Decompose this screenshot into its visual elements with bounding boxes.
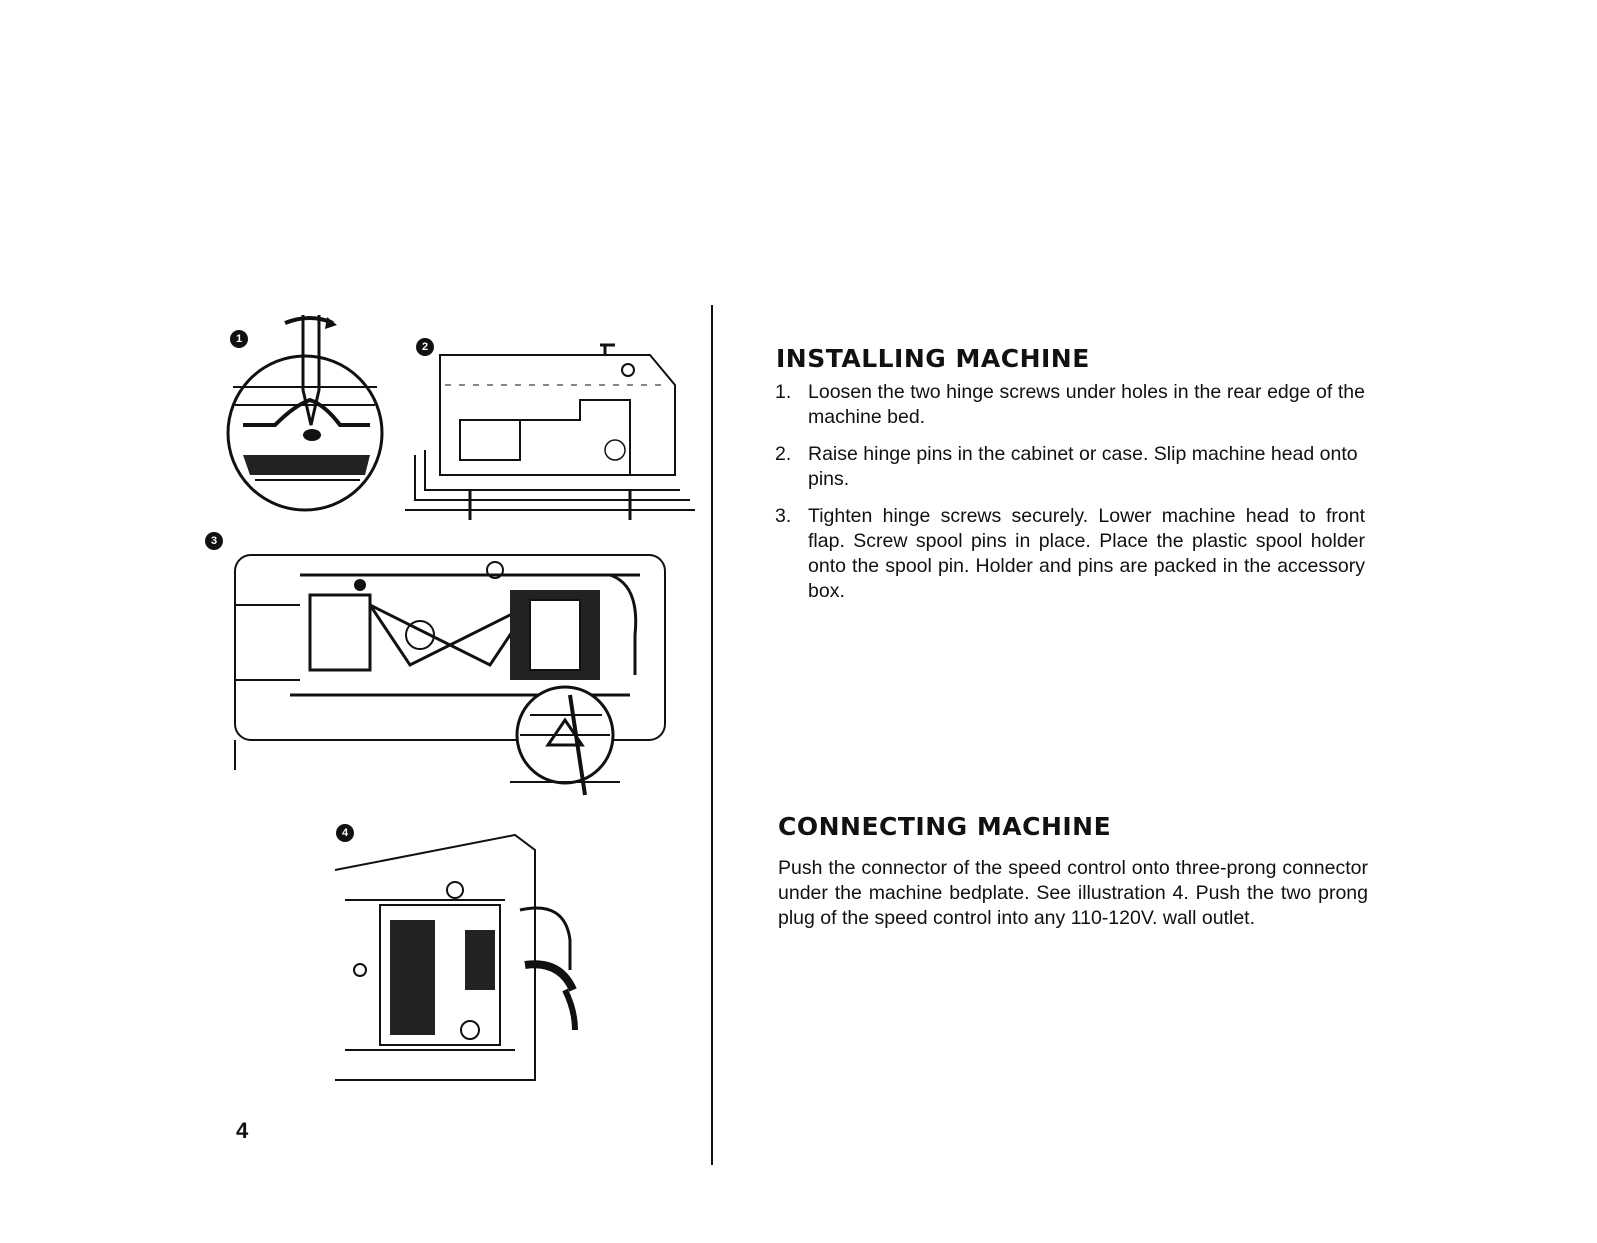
column-divider	[711, 305, 713, 1165]
callout-4: 4	[336, 824, 354, 842]
connecting-text: Push the connector of the speed control onto three-prong connector under the machine bedplate. See illustration 4. Push the two prong plug of the speed control into any 110-120V. wall outlet.	[778, 857, 1368, 929]
step-number: 1.	[775, 381, 792, 403]
installing-heading: INSTALLING MACHINE	[776, 344, 1090, 373]
connector-illustration	[325, 830, 585, 1085]
machine-head-illustration	[400, 340, 695, 535]
step-number: 2.	[775, 443, 792, 465]
list-item	[775, 442, 1365, 492]
step-text: Tighten hinge screws securely. Lower machine head to front flap. Screw spool pins in place. Place the plastic spool holder onto the spool pin. Holder and pins are packed in the accessory box.	[808, 505, 1365, 602]
machine-underside-illustration	[230, 545, 670, 815]
callout-3: 3	[205, 532, 223, 550]
page-number: 4	[236, 1118, 249, 1143]
hinge-screw-illustration	[215, 315, 400, 515]
list-item	[775, 380, 1365, 430]
connecting-heading: CONNECTING MACHINE	[778, 812, 1112, 841]
list-item	[775, 504, 1365, 604]
step-text: Loosen the two hinge screws under holes in the rear edge of the machine bed.	[808, 381, 1365, 428]
step-number: 3.	[775, 505, 792, 527]
step-text: Raise hinge pins in the cabinet or case. Slip machine head onto pins.	[808, 443, 1358, 490]
callout-1: 1	[230, 330, 248, 348]
installing-steps	[775, 380, 1365, 616]
callout-2: 2	[416, 338, 434, 356]
